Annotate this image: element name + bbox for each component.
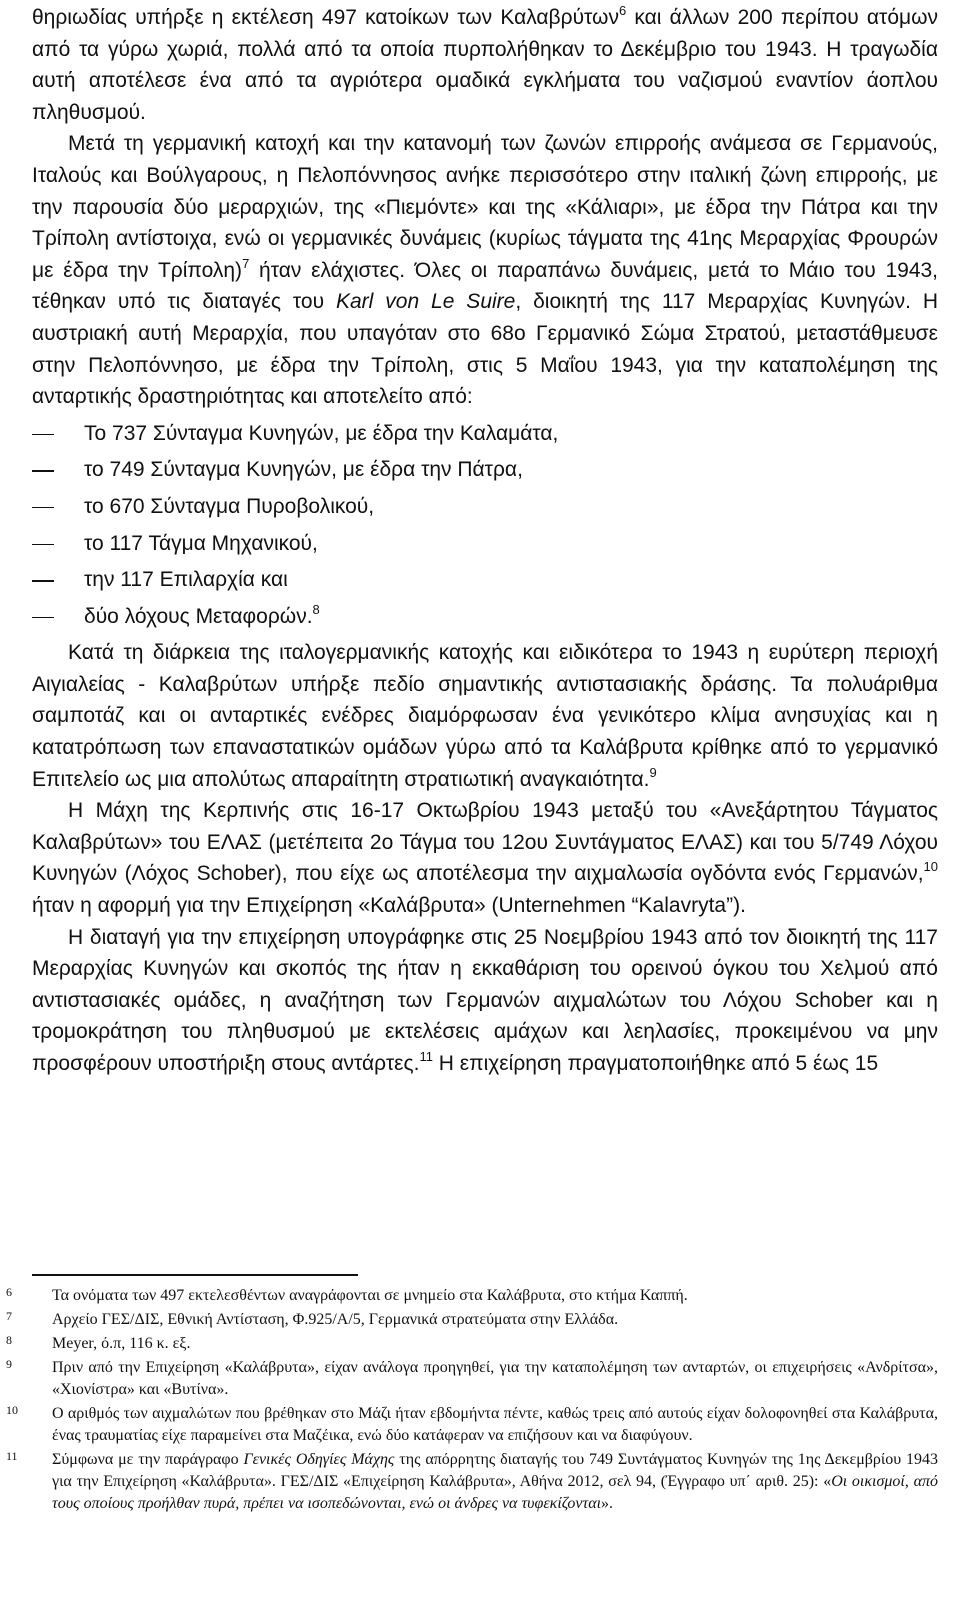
footnote-separator <box>32 1274 358 1276</box>
paragraph-intro: θηριωδίας υπήρξε η εκτέλεση 497 κατοίκων των Καλαβρύτων$^6$ και άλλων 200 περίπου ατόμων από τα γύρω χωριά, πολλά από τα οποία πυρπολήθηκαν το Δεκέμβριο του 1943. Η τραγωδία αυτή αποτέλεσε ένα από τα αγριότερα ομαδικά εγκλήματα του ναζισμού εναντίον άοπλου πληθυσμού. <box>32 3 939 124</box>
footnote-ref[interactable]: 11 <box>419 1049 433 1064</box>
footnote: 6 Τα ονόματα των 497 εκτελεσθέντων αναγράφονται σε μνημείο στα Καλάβρυτα, στο κτήμα Καππή. <box>6 1285 688 1304</box>
paragraph-occupation: Μετά τη γερμανική κατοχή και την κατανομή των ζωνών επιρροής ανάμεσα σε Γερμανούς, Ιταλούς και Βούλγαρους, η Πελοπόννησος ανήκε περισσότερο στην ιταλική ζώνη επιρροής, με την παρουσία δύο μεραρχιών, της «Πιεμόντε» και της «Κάλιαρι», με έδρα την Πάτρα και την Τρίπολη αντίστοιχα, ενώ οι γερμανικές δυνάμεις (κυρίως τάγματα της 41ης Μεραρχίας Φρουρών με έδρα την Τρίπολη)$^7$ ήταν ελάχιστες. Όλες οι παραπάνω δυνάμεις, μετά το Μάιο του 1943, τέθηκαν υπό τις διαταγές του Karl von Le Suire, διοικητή της 117 Μεραρχίας Κυνηγών. Η αυστριακή αυτή Μεραρχία, που υπαγόταν στο 68ο Γερμανικό Σώμα Στρατού, μεταστάθμευσε στην Πελοπόννησο, με έδρα την Τρίπολη, στις 5 Μαΐου 1943, για την καταπολέμηση της ανταρτικής δραστηριότητας και αποτελείτο από: <box>32 132 939 409</box>
footnote: 10 Ο αριθμός των αιχμαλώτων που βρέθηκαν στο Μάζι ήταν εβδομήντα πέντε, καθώς τρεις από αυτούς είχαν δολοφονηθεί στα Καλάβρυτα, ένας τραυματίας είχε παραμείνει στα Μαζέικα, ενώ δύο κατάφεραν να επιζήσουν και να διαφύγουν. <box>6 1403 938 1444</box>
footnote: 8 Meyer, ό.π, 116 κ. εξ. <box>6 1333 191 1352</box>
footnote: 7 Αρχείο ΓΕΣ/ΔΙΣ, Εθνική Αντίσταση, Φ.925/Α/5, Γερμανικά στρατεύματα στην Ελλάδα. <box>6 1309 619 1328</box>
footnote-ref[interactable]: 6 <box>618 3 627 18</box>
footnote: 9 Πριν από την Επιχείρηση «Καλάβρυτα», είχαν ανάλογα προηγηθεί, για την καταπολέμηση των ανταρτών, οι επιχειρήσεις «Ανδρίτσα», «Χιονίστρα» και «Βυτίνα». <box>6 1357 938 1398</box>
list-item: την 117 Επιλαρχία και <box>84 568 288 592</box>
body-text <box>32 0 938 1080</box>
footnote-ref[interactable]: 8 <box>312 601 320 617</box>
footnote-ref[interactable]: 10 <box>923 859 938 875</box>
list-item: δύο λόχους Μεταφορών.$^8$ <box>84 601 320 628</box>
footnote-ref[interactable]: 7 <box>242 255 250 271</box>
list-item: το 749 Σύνταγμα Κυνηγών, με έδρα την Πάτρα, <box>84 458 523 482</box>
paragraph-resistance: Κατά τη διάρκεια της ιταλογερμανικής κατοχής και ειδικότερα το 1943 η ευρύτερη περιοχή Αιγιαλείας - Καλαβρύτων υπήρξε πεδίο σημαντικής αντιστασιακής δράσης. Τα πολυάριθμα σαμποτάζ και οι ανταρτικές ενέδρες διαμόρφωσαν ένα γενικότερο κλίμα ανησυχίας και η κατατρόπωση των επαναστατικών ομάδων γύρω από τα Καλάβρυτα κρίθηκε από το γερμανικό Επιτελείο ως μια απολύτως απαραίτητη στρατιωτική αναγκαιότητα.$^9$ <box>32 641 938 791</box>
footnote-ref[interactable]: 9 <box>649 764 657 780</box>
list-item: το 117 Τάγμα Μηχανικού, <box>84 531 318 555</box>
list-item: Το 737 Σύνταγμα Κυνηγών, με έδρα την Καλαμάτα, <box>84 421 559 445</box>
paragraph-kerpini-battle: Η Μάχη της Κερπινής στις 16-17 Οκτωβρίου 1943 μεταξύ του «Ανεξάρτητου Τάγματος Καλαβρύτων» του ΕΛΑΣ (μετέπειτα 2ο Τάγμα του 12ου Συντάγματος ΕΛΑΣ) και του 5/749 Λόχου Κυνηγών (Λόχος Schober), που είχε ως αποτέλεσμα την αιχμαλωσία ογδόντα ενός Γερμανών,$^{10}$ ήταν η αφορμή για την Επιχείρηση «Καλάβρυτα» (Unternehmen “Kalavryta”). <box>32 799 938 918</box>
paragraph-operation-order: Η διαταγή για την επιχείρηση υπογράφηκε στις 25 Νοεμβρίου 1943 από τον διοικητή της 117 Μεραρχίας Κυνηγών και σκοπός της ήταν η εκκαθάριση του ορεινού όγκου του Χελμού από αντιστασιακές ομάδες, η αναζήτηση των Γερμανών αιχμαλώτων του Λόχου Schober και η τρομοκράτηση του πληθυσμού με εκτελέσεις αμάχων και λεηλασίες, προκειμένου να μην προσφέρουν υποστήριξη στους αντάρτες.$^{11}$ Η επιχείρηση πραγματοποιήθηκε από 5 έως 15 <box>32 925 938 1075</box>
list-item: το 670 Σύνταγμα Πυροβολικού, <box>84 494 375 518</box>
division-units-list <box>32 418 938 633</box>
footnotes <box>0 1285 938 1517</box>
footnote: 11 Σύμφωνα με την παράγραφο Γενικές Οδηγίες Μάχης της απόρρητης διαταγής του 749 Συντάγματος Κυνηγών της 1ης Δεκεμβρίου 1943 για την Επιχείρηση «Καλάβρυτα». ΓΕΣ/ΔΙΣ «Επιχείρηση Καλάβρυτα», Αθήνα 2012, σελ 94, (Έγγραφο υπ΄ αριθ. 25): «Οι οικισμοί, από τους οποίους προήλθαν πυρά, πρέπει να ισοπεδώνονται, ενώ οι άνδρες να τυφεκίζονται». <box>6 1449 939 1512</box>
